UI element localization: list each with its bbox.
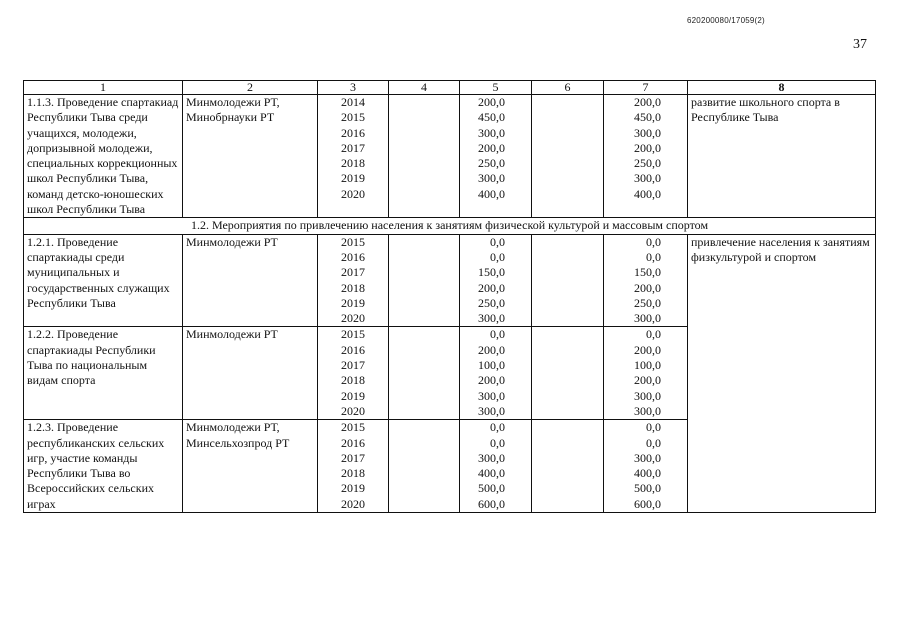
amount: 200,0 — [634, 342, 661, 357]
col-6-cell — [532, 95, 604, 218]
amount: 150,0 — [634, 265, 661, 280]
col-4-cell — [389, 95, 460, 218]
amount: 0,0 — [490, 327, 505, 342]
amount: 500,0 — [478, 481, 505, 496]
amount: 250,0 — [478, 156, 505, 171]
amount: 0,0 — [490, 234, 505, 249]
section-title: 1.2. Мероприятия по привлечению населения к занятиям физической культурой и массовым спортом — [24, 218, 876, 234]
amount: 0,0 — [646, 249, 661, 264]
amount: 250,0 — [478, 295, 505, 310]
amount: 300,0 — [634, 450, 661, 465]
amount: 200,0 — [478, 280, 505, 295]
amount: 400,0 — [478, 466, 505, 481]
year: 2019 — [341, 388, 365, 403]
amount: 600,0 — [478, 496, 505, 511]
year: 2015 — [341, 110, 365, 125]
year: 2017 — [341, 358, 365, 373]
col-4-cell — [389, 327, 460, 420]
col-5-cell — [460, 327, 532, 420]
year: 2019 — [341, 171, 365, 186]
col-6-cell — [532, 327, 604, 420]
amount: 300,0 — [478, 403, 505, 418]
section-row — [24, 218, 876, 234]
year: 2019 — [341, 481, 365, 496]
amount: 0,0 — [490, 435, 505, 450]
amount: 0,0 — [646, 420, 661, 435]
amount: 250,0 — [634, 156, 661, 171]
year: 2020 — [341, 186, 365, 201]
measure-executor: Минмолодежи РТ, Минсельхозпрод РТ — [183, 420, 318, 513]
col-6-cell — [532, 234, 604, 327]
col-7-cell — [604, 420, 688, 513]
amount: 200,0 — [478, 140, 505, 155]
amount: 100,0 — [634, 358, 661, 373]
amount: 250,0 — [634, 295, 661, 310]
amount: 300,0 — [478, 450, 505, 465]
amount: 0,0 — [490, 249, 505, 264]
amount: 400,0 — [634, 186, 661, 201]
program-table — [23, 80, 876, 513]
year: 2018 — [341, 156, 365, 171]
measure-executor: Минмолодежи РТ — [183, 327, 318, 420]
amount: 200,0 — [478, 373, 505, 388]
year: 2017 — [341, 265, 365, 280]
header-col-3: 3 — [318, 81, 389, 95]
amount: 300,0 — [634, 388, 661, 403]
years-cell — [318, 95, 389, 218]
document-id: 620200080/17059(2) — [687, 16, 765, 25]
year: 2016 — [341, 435, 365, 450]
measure-name: 1.2.3. Проведение республиканских сельских игр, участие команды Республики Тыва во Всероссийских сельских играх — [24, 420, 183, 513]
year: 2018 — [341, 373, 365, 388]
amount: 200,0 — [634, 140, 661, 155]
measure-name: 1.1.3. Проведение спартакиад Республики Тыва среди учащихся, молодежи, допризывной молодежи, специальных коррекционных школ Республики Тыва, команд детско-юношеских школ Республики Тыва — [24, 95, 183, 218]
year: 2019 — [341, 295, 365, 310]
year: 2015 — [341, 234, 365, 249]
amount: 300,0 — [478, 125, 505, 140]
expected-result: привлечение населения к занятиям физкультурой и спортом — [688, 234, 876, 512]
year: 2020 — [341, 311, 365, 326]
col-5-cell — [460, 234, 532, 327]
table-row — [24, 95, 876, 218]
years-cell — [318, 420, 389, 513]
amount: 400,0 — [478, 186, 505, 201]
header-col-7: 7 — [604, 81, 688, 95]
year: 2020 — [341, 496, 365, 511]
amount: 0,0 — [646, 327, 661, 342]
amount: 450,0 — [634, 110, 661, 125]
amount: 600,0 — [634, 496, 661, 511]
col-5-cell — [460, 95, 532, 218]
amount: 300,0 — [478, 388, 505, 403]
amount: 200,0 — [478, 95, 505, 109]
amount: 150,0 — [478, 265, 505, 280]
years-cell — [318, 327, 389, 420]
header-col-5: 5 — [460, 81, 532, 95]
header-col-2: 2 — [183, 81, 318, 95]
amount: 0,0 — [646, 234, 661, 249]
year: 2017 — [341, 140, 365, 155]
amount: 100,0 — [478, 358, 505, 373]
table-row — [24, 234, 876, 327]
amount: 0,0 — [490, 420, 505, 435]
header-col-8: 8 — [688, 81, 876, 95]
amount: 300,0 — [478, 311, 505, 326]
year: 2015 — [341, 327, 365, 342]
year: 2017 — [341, 450, 365, 465]
year: 2016 — [341, 249, 365, 264]
col-7-cell — [604, 95, 688, 218]
col-5-cell — [460, 420, 532, 513]
expected-result: развитие школьного спорта в Республике Тыва — [688, 95, 876, 218]
measure-executor: Минмолодежи РТ — [183, 234, 318, 327]
year: 2020 — [341, 403, 365, 418]
measure-executor: Минмолодежи РТ, Минобрнауки РТ — [183, 95, 318, 218]
header-col-1: 1 — [24, 81, 183, 95]
col-6-cell — [532, 420, 604, 513]
amount: 300,0 — [478, 171, 505, 186]
amount: 200,0 — [478, 342, 505, 357]
year: 2016 — [341, 342, 365, 357]
col-7-cell — [604, 327, 688, 420]
amount: 300,0 — [634, 311, 661, 326]
amount: 300,0 — [634, 125, 661, 140]
col-7-cell — [604, 234, 688, 327]
amount: 500,0 — [634, 481, 661, 496]
measure-name: 1.2.1. Проведение спартакиады среди муниципальных и государственных служащих Республики Тыва — [24, 234, 183, 327]
year: 2018 — [341, 280, 365, 295]
amount: 200,0 — [634, 373, 661, 388]
header-col-4: 4 — [389, 81, 460, 95]
col-4-cell — [389, 234, 460, 327]
measure-name: 1.2.2. Проведение спартакиады Республики Тыва по национальным видам спорта — [24, 327, 183, 420]
year: 2015 — [341, 420, 365, 435]
header-col-6: 6 — [532, 81, 604, 95]
year: 2014 — [341, 95, 365, 109]
amount: 300,0 — [634, 171, 661, 186]
year: 2018 — [341, 466, 365, 481]
years-cell — [318, 234, 389, 327]
page-number: 37 — [853, 37, 867, 52]
year: 2016 — [341, 125, 365, 140]
amount: 450,0 — [478, 110, 505, 125]
amount: 0,0 — [646, 435, 661, 450]
amount: 200,0 — [634, 95, 661, 109]
amount: 200,0 — [634, 280, 661, 295]
amount: 300,0 — [634, 403, 661, 418]
header-row — [24, 81, 876, 95]
col-4-cell — [389, 420, 460, 513]
amount: 400,0 — [634, 466, 661, 481]
